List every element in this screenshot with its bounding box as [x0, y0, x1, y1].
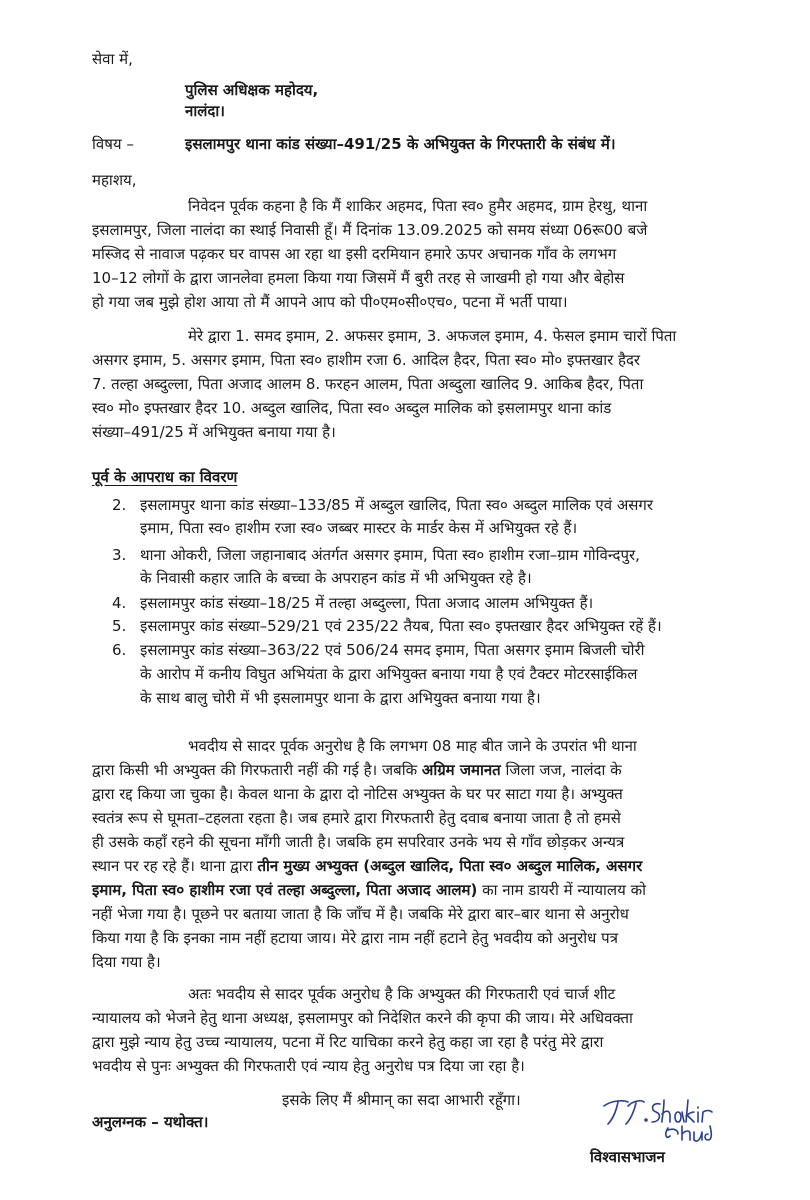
para3-line: दिया गया है।: [92, 953, 161, 971]
para1-line: 10–12 लोगों के द्वारा जानलेवा हमला किया गया जिसमें मैं बुरी तरह से जाखमी हो गया और बेहोस: [92, 269, 625, 287]
para2-line: मेरे द्वारा 1. समद इमाम, 2. अफसर इमाम, 3. अफजल इमाम, 4. फेसल इमाम चारों पिता: [188, 327, 677, 345]
para1-line: इसलामपुर, जिला नालंदा का स्थाई निवासी हूँ। मैं दिनांक 13.09.2025 को समय संध्या 06रू00 बजे: [92, 221, 648, 239]
para1-line: हो गया जब मुझे होश आया तो मैं आपने आप को पी०एम०सी०एच०, पटना में भर्ती पाया।: [92, 293, 568, 311]
list-item-line: के साथ बालु चोरी में भी इसलामपुर थाना के द्वारा अभियुक्त बनाया गया है।: [140, 689, 541, 707]
para3-line: [92, 760, 622, 780]
para3-line: किया गया है कि इनका नाम नहीं हटाया जाय। मेरे द्वारा नाम नहीं हटाने हेतु भवदीय को अनुरोध पत्र: [92, 929, 618, 947]
para3-emphasis: इमाम, पिता स्व० हाशीम रजा एवं तल्हा अब्दुल्ला, पिता अजाद आलम): [92, 881, 478, 899]
para4-line: न्यायालय को भेजने हेतु थाना अध्यक्ष, इसलामपुर को निदेशित करने की कृपा की जाय। मेरे अधिवक्ता: [92, 1009, 633, 1027]
list-item-number: 2.: [112, 496, 127, 514]
greeting: महाशय,: [92, 171, 137, 189]
subject-text: इसलामपुर थाना कांड संख्या–491/25 के अभियुक्त के गिरफ्तारी के संबंध में।: [185, 135, 616, 153]
list-item-number: 4.: [112, 594, 127, 612]
subject-label: विषय –: [92, 135, 134, 153]
list-item-line: थाना ओकरी, जिला जहानाबाद अंतर्गत असगर इमाम, पिता स्व० हाशीम रजा–ग्राम गोविन्दपुर,: [140, 546, 640, 564]
para3-text: द्वारा किसी भी अभ्युक्त की गिरफतारी नहीं की गई है। जबकि: [92, 761, 422, 779]
list-item-line: इमाम, पिता स्व० हाशीम रजा स्व० जब्बर मास्टर के मार्डर केस में अभियुक्त रहे हैं।: [140, 519, 578, 537]
para1-line: मस्जिद से नावाज पढ़कर घर वापस आ रहा था इसी दरमियान हमारे ऊपर अचानक गाँव के लगभग: [92, 245, 617, 263]
para3-text: जिला जज, नालंदा के: [500, 761, 622, 779]
para4-line: भवदीय से पुनः अभ्युक्त की गिरफतारी एवं न्याय हेतु अनुरोध पत्र दिया जा रहा है।: [92, 1057, 525, 1075]
para3-emphasis: अग्रिम जमानत: [421, 761, 501, 779]
para3-line: [92, 856, 642, 876]
para4-line: द्वारा मुझे न्याय हेतु उच्च न्यायालय, पटना में रिट याचिका करने हेतु कहा जा रहा है परंतु मेरे द्वारा: [92, 1033, 604, 1051]
para3-line: ही उसके कहाँ रहने की सूचना माँगी जाती है। जबकि हम सपरिवार उनके भय से गाँव छोड़कर अन्यत्र: [92, 833, 625, 851]
para3-emphasis: तीन मुख्य अभ्युक्त (अब्दुल खालिद, पिता स्व० अब्दुल मालिक, असगर: [257, 857, 643, 875]
para3-line: नहीं भेजा गया है। पूछने पर बताया जाता है कि जाँच में है। जबकि मेरे द्वारा बार–बार थाना से अनुरोध: [92, 905, 629, 923]
para3-line: स्वतंत्र रूप से घूमता–टहलता रहता है। जब हमारे द्वारा गिरफतारी हेतु दवाब बनाया जाता है तो हमसे: [92, 809, 621, 827]
para3-line: [92, 880, 646, 900]
list-item-line: इसलामपुर कांड संख्या–363/22 एवं 506/24 समद इमाम, पिता असगर इमाम बिजली चोरी: [140, 641, 645, 659]
para3-line: भवदीय से सादर पूर्वक अनुरोध है कि लगभग 08 माह बीत जाने के उपरांत भी थाना: [188, 737, 637, 755]
list-item-line: इसलामपुर थाना कांड संख्या–133/85 में अब्दुल खालिद, पिता स्व० अब्दुल मालिक एवं असगर: [140, 496, 654, 514]
para2-line: असगर इमाम, 5. असगर इमाम, पिता स्व० हाशीम रजा 6. आदिल हैदर, पिता स्व० मो० इफ्तखार हैदर: [92, 351, 641, 369]
list-item-number: 5.: [112, 617, 127, 635]
recipient-place: नालंदा।: [185, 102, 225, 120]
para2-line: स्व० मो० इफ्तखार हैदर 10. अब्दुल खालिद, पिता स्व० अब्दुल मालिक को इसलामपुर थाना कांड: [92, 399, 612, 417]
handwritten-signature: [598, 1094, 728, 1144]
closing-line: इसके लिए मैं श्रीमान् का सदा आभारी रहूँगा।: [282, 1091, 521, 1109]
para4-line: अतः भवदीय से सादर पूर्वक अनुरोध है कि अभ्युक्त की गिरफतारी एवं चार्ज शीट: [188, 985, 616, 1003]
signoff: विश्वासभाजन: [590, 1148, 665, 1166]
list-item-number: 6.: [112, 641, 127, 659]
salutation: सेवा में,: [92, 50, 133, 68]
para2-line: 7. तल्हा अब्दुल्ला, पिता अजाद आलम 8. फरहन आलम, पिता अब्दुला खालिद 9. आकिब हैदर, पिता: [92, 375, 644, 393]
list-item-line: इसलामपुर कांड संख्या–18/25 में तल्हा अब्दुल्ला, पिता अजाद आलम अभियुक्त हैं।: [140, 594, 594, 612]
para3-line: द्वारा रद्द किया जा चुका है। केवल थाना के द्वारा दो नोटिस अभ्युक्त के घर पर साटा गया है। अभ्युक्त: [92, 785, 623, 803]
list-item-line: इसलामपुर कांड संख्या–529/21 एवं 235/22 तैयब, पिता स्व० इफ्तखार हैदर अभियुक्त रहें हैं।: [140, 617, 662, 635]
para3-text: का नाम डायरी में न्यायालय को: [477, 881, 646, 899]
para1-line: निवेदन पूर्वक कहना है कि मैं शाकिर अहमद, पिता स्व० हुमैर अहमद, ग्राम हेरथु, थाना: [188, 197, 648, 215]
enclosure-note: अनुलग्नक – यथोक्त।: [92, 1113, 209, 1131]
recipient-title: पुलिस अधिक्षक महोदय,: [185, 81, 319, 99]
list-item-line: के निवासी कहार जाति के बच्चा के अपराहन कांड में भी अभियुक्त रहे है।: [140, 569, 532, 587]
list-item-line: के आरोप में कनीय विघुत अभियंता के द्वारा अभियुक्त बनाया गया है एवं टैक्टर मोटरसाईकिल: [140, 665, 638, 683]
para3-text: स्थान पर रह रहे हैं। थाना द्वारा: [92, 857, 258, 875]
list-item-number: 3.: [112, 546, 127, 564]
history-heading: पूर्व के आपराध का विवरण: [92, 468, 238, 486]
para2-line: संख्या–491/25 में अभियुक्त बनाया गया है।: [92, 423, 336, 441]
